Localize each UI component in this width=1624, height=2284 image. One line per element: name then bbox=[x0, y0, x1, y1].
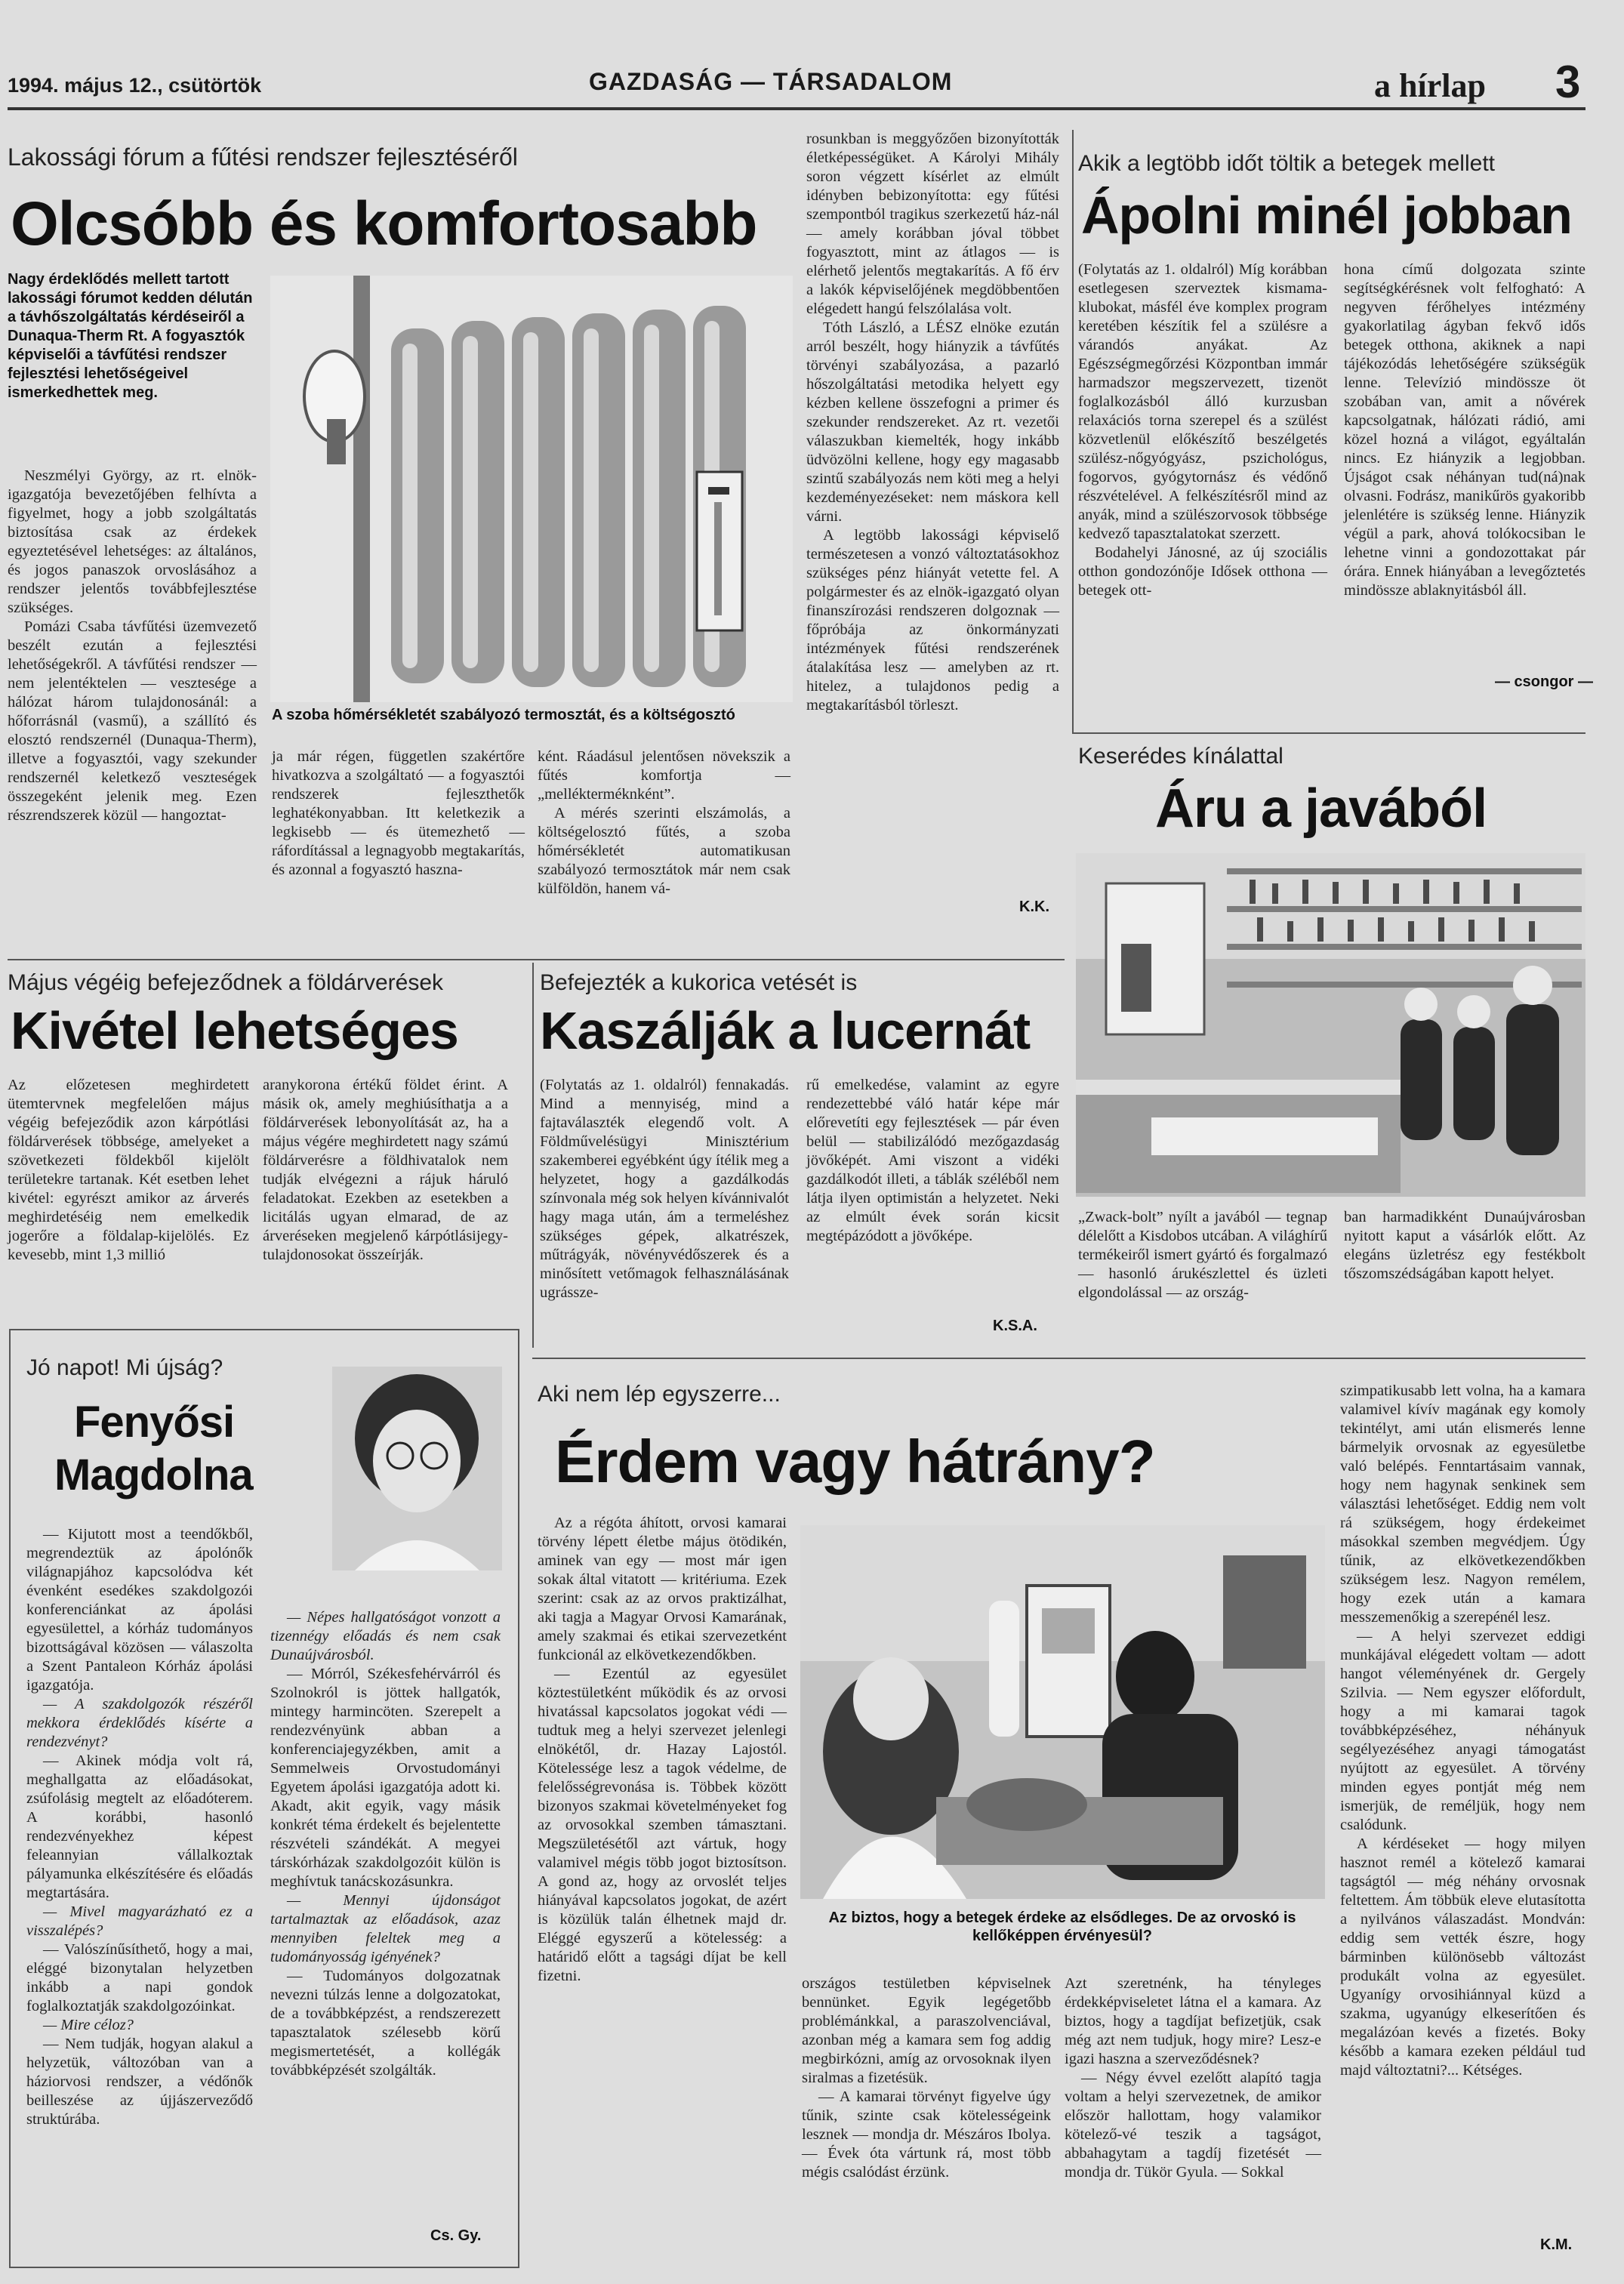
article5-signature: K.S.A. bbox=[993, 1318, 1037, 1334]
article7-photo-caption: Az biztos, hogy a betegek érdeke az elsődleges. De az orvoskó is kellőképpen érvényesül? bbox=[828, 1909, 1296, 1944]
article7-column3-para1: Azt szeretnénk, ha tényleges érdekképviseletet látna el a kamara. Az biztos, hogy a tagdíjat befizetjük, csak még azt nem tudjuk, hogy mire? Lesz-e igazi haszna a szerveződésnek? bbox=[1065, 1975, 1321, 2067]
article6-col2-question1: — Népes hallgatóságot vonzott a tizennégy előadás és nem csak Dunaújvárosból. bbox=[270, 1609, 501, 1663]
header-date: 1994. május 12., csütörtök bbox=[8, 74, 262, 97]
header-page-number: 3 bbox=[1555, 57, 1581, 107]
article7-column2-para1: országos testületben képviselnek bennünket. Egyik legégetőbb problémánkkal, a paraszolvenciával, azonban még a kamara sem fog addig megbirkózni, amíg az orvosoknak ilyen siralmas a fizetésük. bbox=[802, 1975, 1051, 2086]
article5-headline: Kaszálják a lucernát bbox=[540, 1001, 1031, 1060]
divider-article5 bbox=[532, 963, 534, 1348]
article6-headline-line2: Magdolna bbox=[54, 1450, 253, 1500]
article1-paragraph2: Pomázi Csaba távfűtési üzemvezető beszélt ezután a fejlesztési lehetőségekről. A távfűtési rendszer — nem jelentéktelen — vesztesége a hálózat három tulajdonosánál: a hőforrásnál (vasmű), a szállító és elosztó rendszernél (Dunaqua-Therm), illetve a fogyasztói, vagy szekunder rendszernél keletkező veszteségek összegeként jelenik meg. Ezen részrendszerek közül — hangoztat- bbox=[8, 618, 257, 824]
article1-headline: Olcsóbb és komfortosabb bbox=[11, 190, 757, 258]
article7-column3-para2: — Négy évvel ezelőtt alapító tagja voltam a helyi szervezetnek, de amikor először hallottam, hogy valamikor kötelező-vé teszik a tagságot, abbahagytam a tagdíj fizetését — mondja dr. Tükör Gyula. — Sokkal bbox=[1065, 2070, 1321, 2181]
article7-kicker: Aki nem lép egyszerre... bbox=[538, 1382, 781, 1407]
article6-portrait bbox=[332, 1367, 502, 1570]
article5-kicker: Befejezték a kukorica vetését is bbox=[540, 970, 858, 995]
article6-kicker: Jó napot! Mi újság? bbox=[26, 1355, 223, 1380]
article1-photo-caption: A szoba hőmérsékletét szabályozó termosztát, és a költségosztó bbox=[272, 707, 735, 723]
article6-column2 bbox=[270, 1608, 501, 2227]
portrait-photo bbox=[332, 1367, 502, 1570]
article7-column4-para3: A kérdéseket — hogy milyen hasznot remél a kötelező kamarai tagságtól — még néhány orvosnak feltettem. Ám többük eleve elutasította a nyilvános válaszadást. Mondván: eddig sem vették észre, hogy bárminben különösebb változást produkált volna az egyesület. Ugyanígy orvosihiánnyal küzd a szakma, ugyanúgy elkeserítően és megalázóan kevés a fizetés. Boky később a kamara ezeken például tud majd változtatni?... Kétséges. bbox=[1340, 1836, 1585, 2079]
article6-col2-answer1: — Mórról, Székesfehérvárról és Szolnokról is jöttek hallgatók, mintegy harmincöten. Szerepelt a rendezvényünk abban a konferenciajegyzékben, amit a Semmelweis Orvostudományi Egyetem ápolási igazgatója adott ki. Akadt, akit egyik, vagy másik konkrét téma érdekelt és bejelentette részvételi szándékát. A megyei társkórházak szakdolgozóit külön is meghívtuk tanácskozásunkra. bbox=[270, 1666, 501, 1890]
article3-photo-shop bbox=[1076, 853, 1585, 1197]
article6-answer0: — Kijutott most a teendőkből, megrendeztük az ápolónők világnapjához kapcsolódva két évenként esedékes szakdolgozói konferenciánkat az ápolási egyesülettel, a kórház tudományos bizottságával közösen — válaszolta a Szent Pantaleon Kórház ápolási igazgatója. bbox=[26, 1526, 253, 1694]
article4-column2: aranykorona értékű földet érint. A másik ok, amely meghiúsíthatja a a földárverések lebonyolítását az, ha a május végére meghirdetett nagy számú földárverésre a földhivatalok nem tudják elvégezni a rájuk háruló feladatokat. Ezekben az esetekben a licitálás ugyan elmarad, de az árveréseken megjelenő kárpótlásijegy-tulajdonosokat összeírják. bbox=[263, 1077, 508, 1263]
divider-article7-top bbox=[532, 1358, 1585, 1359]
article1-column2: ja már régen, független szakértőre hivatkozva a szolgáltató — a fogyasztói rendszerek fejleszthetők leghatékonyabban. Itt keletkezik a legkisebb — és ütemezhető — ráfordítással a legnagyobb megtakarítás, és azonnal a fogyasztó haszna- bbox=[272, 748, 525, 878]
article1-column3-para1: ként. Ráadásul jelentősen növekszik a fűtés komfortja — „mellékterméknként”. bbox=[538, 748, 790, 803]
article4-headline: Kivétel lehetséges bbox=[11, 1001, 458, 1060]
article1-column3 bbox=[538, 747, 790, 917]
article6-answer1: — Akinek módja volt rá, meghallgatta az előadásokat, zsúfolásig megtelt az előadóterem. A korábbi, hasonló rendezvényekhez képest feleannyian vállalkoztak pályamunka elkészítésére és előadás megtartására. bbox=[26, 1752, 253, 1901]
article7-column1-para1: Az a régóta áhított, orvosi kamarai törvény lépett életbe május ötödikén, aminek van egy — most már igen sokak által vitatott — kritériuma. Ezek szerint: csak az az orvos praktizálhat, aki tagja a Magyar Orvosi Kamarának, amely szakmai és etikai szervezetként funkcionál az elkövetkezendőkben. bbox=[538, 1515, 787, 1663]
article6-question1: — A szakdolgozók részéről mekkora érdeklődés kísérte a rendezvényt? bbox=[26, 1696, 253, 1750]
article7-column4 bbox=[1340, 1382, 1585, 2235]
article7-column4-para2: — A helyi szervezet eddigi munkájával elégedett voltam — adott hangot véleményének dr. Gergely Szilvia. — Nem egyszer előfordult, hogy a mi kamarai tagok továbbképzéséhez, néhányuk segélyezéséhez anyagi támogatást nyújtott az egyesület. A törvény minden egyes pontját még nem ismerjük, de reméljük, hogy nem csalódunk. bbox=[1340, 1628, 1585, 1833]
article6-col2-question2: — Mennyi újdonságot tartalmaztak az előadások, azaz mennyiben feleltek meg a tudományosság igényének? bbox=[270, 1892, 501, 1965]
article1-paragraph1: Neszmélyi György, az rt. elnök-igazgatója bevezetőjében felhívta a figyelmet, hogy a jobb szolgáltatás biztosítása csak az érdekek egyeztetésével lehetséges: az általános, és jogos panaszok orvoslásához a rendszer jelentős továbbfejlesztése szükséges. bbox=[8, 467, 257, 616]
article1-lead: Nagy érdeklődés mellett tartott lakossági fórumot kedden délután a távhőszolgáltatás kérdéseiről a Dunaqua-Therm Rt. A fogyasztók képviselői a távfűtési rendszer fejlesztési lehetőségeivel ismerkedhettek meg. bbox=[8, 271, 253, 401]
article5-column1: (Folytatás az 1. oldalról) fennakadás. Mind a mennyiség, mind a fajtaválaszték elegendő volt. A Földművelésügyi Minisztérium szakemberei egyébként úgy ítélik meg a helyzetet, hogy a gazdálkodás színvonala még sok helyen kívánnivalót hagy maga után, ám a termeléshez szükséges gépek, alkatrészek, műtrágyák, növényvédőszerek és a minősített vetőmagok felhasználásának ugrássze- bbox=[540, 1077, 789, 1301]
shop-interior-photo bbox=[1076, 853, 1585, 1197]
article7-column1-para2: — Ezentúl az egyesület köztestületként működik és az orvosi hivatással kapcsolatos jogokat védi — tudtuk meg a helyi szervezet jelenlegi elnökétől, dr. Hazay Lajostól. Kötelessége lesz a tagok védelme, de felelősségrevonása is. Többek között bizonyos szakmai követelményeket fog az orvosokkal szemben támasztani. Megszületésétől azt vártuk, hogy valamivel mégis több jogot biztosítson. A gond az, hogy az orvoslét teljes hiányával kapcsolatos jogokat, de azért is közülük talán élhetnek majd dr. Eléggé egyszerű a kötelesség: a határidő előtt a tagsági díjat be kell fizetni. bbox=[538, 1666, 787, 1984]
article3-headline: Áru a javából bbox=[1155, 778, 1487, 839]
article2-column1-para2: Bodahelyi Jánosné, az új szociális otthon gondozónője Idősek otthona — betegek ott- bbox=[1078, 544, 1327, 599]
article7-column3 bbox=[1065, 1974, 1321, 2254]
divider-article2 bbox=[1072, 130, 1074, 734]
article7-column1 bbox=[538, 1514, 787, 1984]
article1-column3-para2: A mérés szerinti elszámolás, a költségelosztó fűtés, a szoba hőmérsékletét automatikusan szabályozó termosztátok már nem csak külföldön, hanem vá- bbox=[538, 805, 790, 897]
article1-column4-para1: rosunkban is meggyőzően bizonyították életképességüket. A Károlyi Mihály soron végzett kísérlet az elmúlt idényben bebizonyította: egy fűtési szempontból tragikus szerkezetű ház-nál — amely korábban jóval többet fogyasztott, mint az átlagos — is elérhető jelentős megtakarítás. A fő érv a lakók képviselőjének megdöbbentően elégedett hangú felszólalása volt. bbox=[806, 131, 1059, 317]
article4-column1: Az előzetesen meghirdetett ütemtervnek megfelelően május végéig befejeződik azon kárpótlási földárverések többsége, amelyeket a szövetkezeti földekből kijelölt területekre tartanak. Két esetben lehet kivétel: egyrészt amikor az árverés meghirdetéséig nem emelkedik jogerőre a földalap-kijelölés. Ez kevesebb, mint 1,3 millió bbox=[8, 1077, 249, 1263]
page-header bbox=[8, 57, 1593, 107]
divider-middle bbox=[8, 959, 1065, 960]
article7-column4-para1: szimpatikusabb lett volna, ha a kamara valamivel kívív magának egy komoly tekintélyt, ami után elismerés lenne bármelyik orvosnak az egyesületbe való belépés. Fenntartásaim vannak, hogy nem hagynak senkinek sem választási lehetőséget. Eddig nem volt rá szükségem, hogy érdekeimet másokkal szemben megvédjem. Úgy tűnik, az elkövetkezendőkben szükségem lesz. Nagyon remélem, hogy ezek után a kamara messzemenőkig a szerepénél lesz. bbox=[1340, 1382, 1585, 1626]
article1-column4 bbox=[806, 130, 1059, 904]
article7-photo-clinic bbox=[800, 1525, 1325, 1899]
article2-column1-para1: (Folytatás az 1. oldalról) Míg korábban esetlegesen szerveztek kismama-klubokat, másfél éve komplex program keretében készítik fel a szülésre a várandós anyákat. Az Egészségmegőrzési Központban immár harmadszor megszervezett, tizenöt foglalkozásból álló kurzusban relaxációs torna szerepel és a szülést közvetlenül előkészítő beszélgetés szülész-nőgyógyász, pszichológus, fogorvos, gyógytornász és védőnő részvételével. A felkészítésről mind az anyák, mind a szülészorvosok többsége kedvező tapasztalatokat szerzett. bbox=[1078, 261, 1327, 542]
article6-col2-answer2: — Tudományos dolgozatnak nevezni túlzás lenne a dolgozatokat, de a továbbképzést, a rendszerezett tapasztalatok szélesebb körű megismertetését, a kollégák továbbképzését szolgálták. bbox=[270, 1968, 501, 2079]
article1-kicker: Lakossági fórum a fűtési rendszer fejlesztéséről bbox=[8, 143, 518, 171]
article1-photo-radiator bbox=[270, 276, 793, 702]
article2-column2: hona című dolgozata szinte segítségkérésnek volt felfogható: A negyven férőhelyes intézmény gyakorlatilag ágyban fekvő idős betegek otthona, akiknek a napi tájékozódás lehetőségére szükségük lenne. Televízió mindössze öt szobában van, amit a nővérek kapcsolgatnak, hálózati rádió, ami közel hozná a világot, egyáltalán nincs. Ez hiányzik a legjobban. Újságot csak néhányan tud(ná)nak olvasni. Fodrász, manikűrös gyakoribb jelenlétére is szükség lenne. Hiányzik végül a park, ahová tolókocsiban le lehetne vinni a gondozottakat pár órára. Ennek hiányában a levegőztetés mindössze ablaknyitásból áll. bbox=[1344, 261, 1585, 599]
article7-column2 bbox=[802, 1974, 1051, 2254]
article6-answer3: — Nem tudják, hogyan alakul a helyzetük, változóban van a háziorvosi rendszer, a védőnők beilleszése az újjászerveződő struktúrába. bbox=[26, 2036, 253, 2128]
article4-kicker: Május végéig befejeződnek a földárverések bbox=[8, 970, 444, 995]
header-rule bbox=[8, 107, 1585, 110]
article7-column2-para2: — A kamarai törvényt figyelve úgy tűnik, szinte csak kötelességeink lesznek — mondja dr. Mészáros Ibolya. — Évek óta vártunk rá, most több mégis csalódást érzünk. bbox=[802, 2088, 1051, 2181]
header-section: GAZDASÁG — TÁRSADALOM bbox=[589, 68, 953, 95]
article5-column2: rű emelkedése, valamint az egyre rendezettebbé váló határ képe már előrevetíti egy fejlesztések — pár éven belül — stabilizálódó mezőgazdaság jövőképét. Ami viszont a vidéki gazdálkodót illeti, a táblák széléből nem látja ilyen optimistán a helyzetet. Neki az elmúlt évek során kicsit megtépázódott a jövőképe. bbox=[806, 1077, 1059, 1244]
article7-signature: K.M. bbox=[1540, 2236, 1573, 2253]
article2-kicker: Akik a legtöbb időt töltik a betegek mellett bbox=[1078, 151, 1495, 176]
article6-signature: Cs. Gy. bbox=[430, 2227, 482, 2244]
article2-headline: Ápolni minél jobban bbox=[1081, 186, 1572, 245]
article6-headline-line1: Fenyősi bbox=[74, 1398, 235, 1447]
article2-column1 bbox=[1078, 260, 1327, 691]
article1-signature: K.K. bbox=[1019, 898, 1049, 915]
divider-article3-top bbox=[1072, 732, 1585, 734]
article6-question2: — Mivel magyarázható ez a visszalépés? bbox=[26, 1903, 253, 1939]
article1-column4-para2: Tóth László, a LÉSZ elnöke ezután arról beszélt, hogy hiányzik a távfűtés törvényi szabályozása, a pazarló hőszolgáltatási metodika helyett egy kézben kellene összefogni a primer és szekunder rendszereket. Az rt. vezetői válaszukban kiemelték, hogy inkább üdvözölni kellene, hogy egy magasabb szintű szabályozás nem köti meg a helyi kezdeményezéseket: nem máskora kell várni. bbox=[806, 319, 1059, 525]
radiator-photo bbox=[270, 276, 793, 702]
article1-column4-para3: A legtöbb lakossági képviselő természetesen a vonzó változtatásokhoz szükséges pénz hiányát vetette fel. A polgármester és az elnök-igazgató olyan finanszírozási rendszeren dolgoznak — főpróbája az önkormányzati intézmények fűtési rendszerének átalakítása lesz — amelyben az rt. hitelez, a tulajdonos pedig a megtakarításból törleszt. bbox=[806, 527, 1059, 714]
article2-signature: — csongor — bbox=[1495, 673, 1594, 690]
article6-answer2: — Valószínűsíthető, hogy a mai, eléggé bizonytalan helyzetben inkább a napi gondok foglalkoztatják szakdolgozóinkat. bbox=[26, 1941, 253, 2014]
article3-column2: ban harmadikként Dunaújvárosban nyitott kaput a vásárlók előtt. Az elegáns üzletrész egy festékbolt tőszomszédságában kapott helyet. bbox=[1344, 1209, 1585, 1282]
article7-headline: Érdem vagy hátrány? bbox=[555, 1428, 1155, 1495]
header-paper-name: a hírlap bbox=[1374, 67, 1486, 104]
article6-question3: — Mire céloz? bbox=[43, 2017, 134, 2033]
article3-kicker: Keserédes kínálattal bbox=[1078, 744, 1283, 769]
article3-column1: „Zwack-bolt” nyílt a javából — tegnap délelőtt a Kisdobos utcában. A világhírű termékeiről ismert gyártó és forgalmazó — hasonló árukészlettel és üzleti elgondolással — az ország- bbox=[1078, 1209, 1327, 1301]
article6-column1 bbox=[26, 1525, 253, 2227]
clinic-photo bbox=[800, 1525, 1325, 1899]
article1-column1 bbox=[8, 467, 257, 918]
